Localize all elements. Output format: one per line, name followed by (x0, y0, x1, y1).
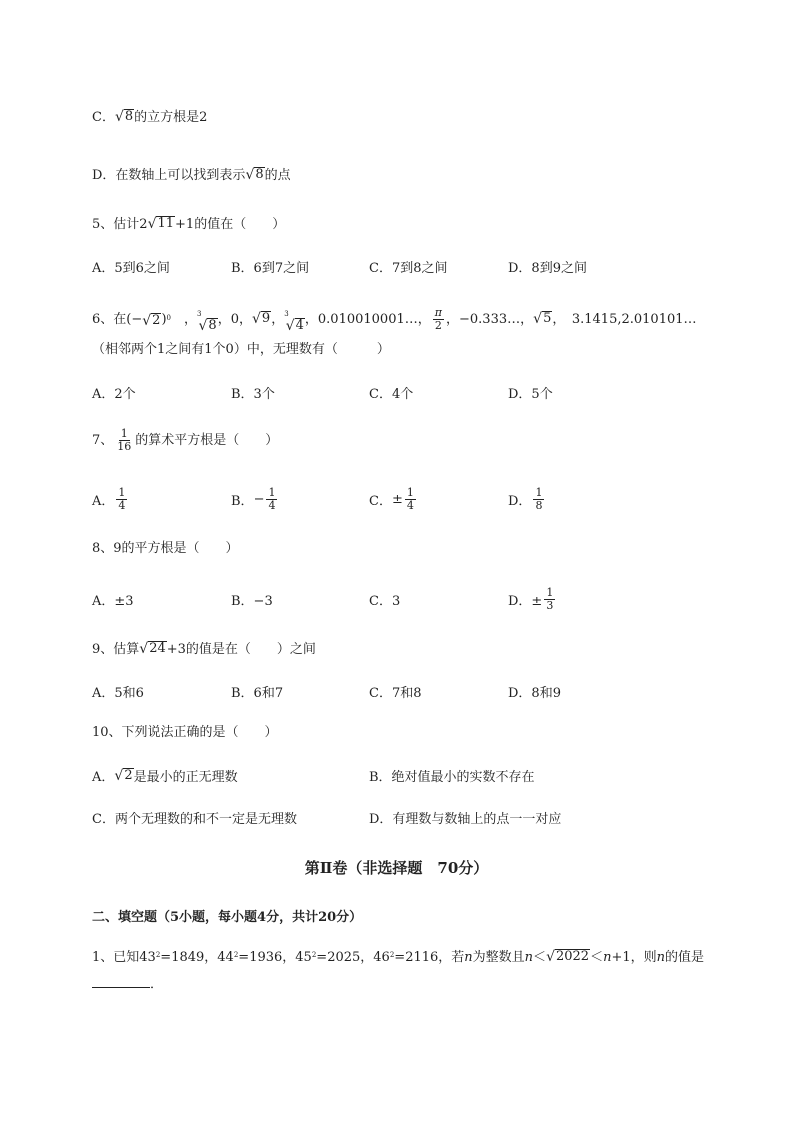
q4-d-text1: D．在数轴上可以找到表示 (92, 168, 246, 183)
q7-options (92, 483, 712, 515)
section-title: 二、填空题（5小题，每小题4分，共计20分） (92, 910, 363, 925)
q5-option-b[interactable]: B．6到7之间 (231, 260, 310, 276)
sqrt-expression: √ 11 (147, 216, 175, 232)
q6-stem-line2: （相邻两个1之间有1个0）中，无理数有（ ） (92, 342, 390, 357)
pi-over-2: $\frac{\pi}{2}$ (434, 306, 442, 332)
cube-root-expression: 3 √ 4 (284, 310, 304, 334)
q8-options (92, 583, 712, 615)
q7-option-b[interactable]: B． − $\frac{1}{4}$ (231, 485, 276, 512)
answer-blank[interactable] (92, 977, 150, 988)
q5-option-d[interactable]: D．8到9之间 (508, 260, 587, 276)
q5-stem: 5、估计2 √ 11 +1的值在（ ） (92, 216, 286, 232)
sqrt-expression: √ 8 (114, 109, 134, 125)
q9-stem: 9、估算 √ 24 +3的值是在（ ）之间 (92, 641, 316, 657)
fill1-answer-line: ． (92, 976, 163, 994)
q5-option-c[interactable]: C．7到8之间 (369, 260, 448, 276)
q4-c-text: 的立方根是2 (134, 110, 208, 125)
q8-option-a[interactable]: A．±3 (92, 593, 134, 609)
q5-options (92, 250, 712, 282)
q9-option-c[interactable]: C．7和8 (369, 685, 422, 701)
q7-option-a[interactable]: A． $\frac{1}{4}$ (92, 485, 126, 512)
q8-stem: 8、9的平方根是（ ） (92, 541, 239, 556)
q10-option-b[interactable]: B．绝对值最小的实数不存在 (369, 769, 535, 785)
q6-options (92, 376, 712, 408)
q4-c-label: C． (92, 110, 115, 125)
q6-option-c[interactable]: C．4个 (369, 386, 414, 402)
fraction: $\frac{1}{16}$ (117, 427, 132, 453)
q9-option-a[interactable]: A．5和6 (92, 685, 144, 701)
q5-option-a[interactable]: A．5到6之间 (92, 260, 170, 276)
q9-options (92, 675, 712, 707)
fill1-stem: 1、已知$43^2=1849$，$44^2=1936$，$45^2=2025$，$46^2=2116$，若n为整数且n＜ √ 2022 ＜n+1，则n的值是 (92, 949, 705, 965)
q9-option-b[interactable]: B．6和7 (231, 685, 284, 701)
sqrt-expression: √ 24 (139, 641, 166, 657)
q6-option-b[interactable]: B．3个 (231, 386, 275, 402)
q8-option-d[interactable]: D．± $\frac{1}{3}$ (508, 585, 554, 612)
q10-options-row2 (92, 801, 712, 833)
q6-option-a[interactable]: A．2个 (92, 386, 136, 402)
q10-option-c[interactable]: C．两个无理数的和不一定是无理数 (92, 811, 297, 827)
q8-option-c[interactable]: C．3 (369, 593, 401, 609)
q10-options-row1 (92, 759, 712, 791)
q4-option-d (92, 166, 291, 185)
q10-option-d[interactable]: D．有理数与数轴上的点一一对应 (369, 811, 562, 827)
q10-option-a[interactable]: A． √ 2 是最小的正无理数 (92, 768, 238, 785)
q7-option-c[interactable]: C． ± $\frac{1}{4}$ (369, 485, 414, 512)
cube-root-expression: 3 √ 8 (197, 310, 217, 334)
q8-option-b[interactable]: B．−3 (231, 593, 273, 609)
q10-stem: 10、下列说法正确的是（ ） (92, 725, 278, 740)
q6-stem: 6、在(− √ 2 ) $^0$ ， 3 √ 8 ，0， √ 9 ， 3 √ 4 ，0.010010001…， $\frac{\pi}{2}$ ，−0.333…， √ 5 ， 3.1415,2.010101… (92, 306, 697, 334)
q9-option-d[interactable]: D．8和9 (508, 685, 561, 701)
sqrt-expression: √ 8 (245, 167, 264, 183)
part2-heading: 第Ⅱ卷（非选择题 70分） (304, 859, 489, 877)
q4-d-text2: 的点 (264, 168, 291, 183)
q7-stem: 7、 $\frac{1}{16}$ 的算术平方根是（ ） (92, 427, 279, 453)
q6-option-d[interactable]: D．5个 (508, 386, 553, 402)
q7-option-d[interactable]: D． $\frac{1}{8}$ (508, 485, 543, 512)
q4-option-c (92, 108, 207, 127)
sqrt-expression: √ 2022 (546, 949, 590, 965)
